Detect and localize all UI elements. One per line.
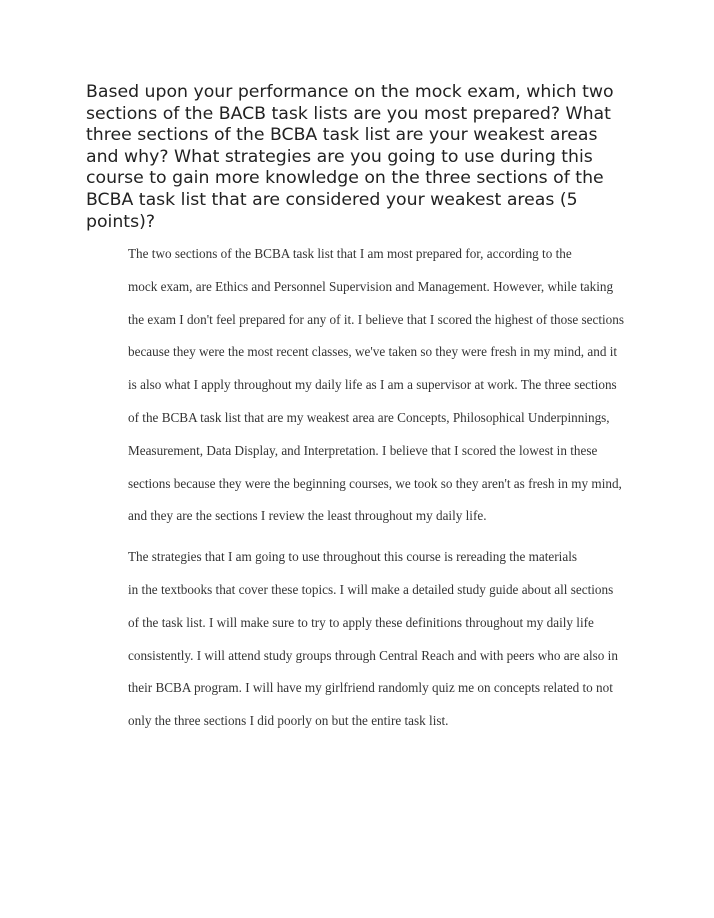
question-line: points)? xyxy=(86,211,155,232)
question-line: BCBA task list that are considered your weakest areas (5 xyxy=(86,189,578,210)
answer-line: and they are the sections I review the least throughout my daily life. xyxy=(128,508,487,524)
answer-line: The two sections of the BCBA task list that I am most prepared for, according to the xyxy=(128,246,572,261)
answer-line: mock exam, are Ethics and Personnel Supervision and Management. However, while taking xyxy=(128,278,614,294)
question-line: and why? What strategies are you going to use during this xyxy=(86,146,593,167)
question-line: three sections of the BCBA task list are your weakest areas xyxy=(86,125,598,146)
answer-line: in the textbooks that cover these topics. I will make a detailed study guide about all sections xyxy=(128,581,614,597)
question-line: course to gain more knowledge on the three sections of the xyxy=(86,168,604,189)
answer-line: The strategies that I am going to use throughout this course is rereading the materials xyxy=(128,549,577,565)
question-line: Based upon your performance on the mock exam, which two xyxy=(86,82,614,102)
answer-line: because they were the most recent classes, we've taken so they were fresh in my mind, and it xyxy=(128,344,618,360)
answer-line: is also what I apply throughout my daily life as I am a supervisor at work. The three sections xyxy=(128,377,617,393)
answer-paragraph-strategies xyxy=(86,541,642,738)
answer-line: the exam I don't feel prepared for any of it. I believe that I scored the highest of those sections xyxy=(128,311,624,327)
answer-paragraph-prepared-sections xyxy=(86,238,642,533)
question-heading xyxy=(86,82,631,233)
answer-line: Measurement, Data Display, and Interpretation. I believe that I scored the lowest in these xyxy=(128,442,598,458)
question-line: sections of the BACB task lists are you most prepared? What xyxy=(86,103,611,124)
answer-line: their BCBA program. I will have my girlfriend randomly quiz me on concepts related to not xyxy=(128,680,613,696)
answer-line: of the BCBA task list that are my weakest area are Concepts, Philosophical Underpinnings, xyxy=(128,409,610,425)
answer-line: of the task list. I will make sure to try to apply these definitions throughout my daily life xyxy=(128,614,594,630)
answer-line: sections because they were the beginning courses, we took so they aren't as fresh in my mind, xyxy=(128,475,622,491)
answer-body xyxy=(86,238,642,738)
answer-line: consistently. I will attend study groups through Central Reach and with peers who are also in xyxy=(128,647,618,663)
answer-line: only the three sections I did poorly on but the entire task list. xyxy=(128,713,449,729)
